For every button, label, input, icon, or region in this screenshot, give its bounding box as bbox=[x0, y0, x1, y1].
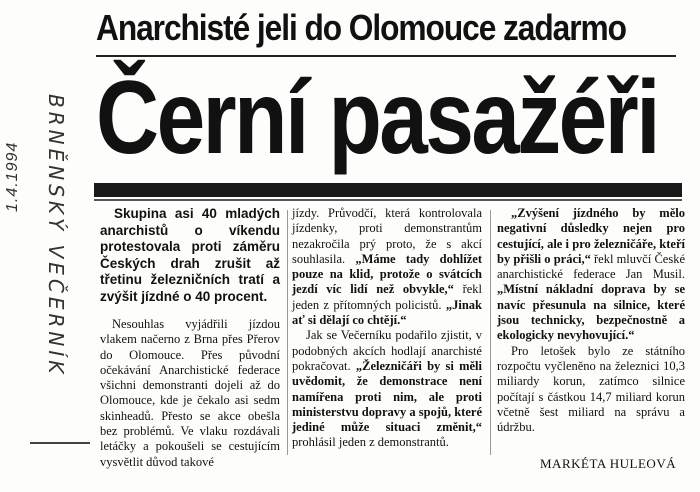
author-byline: MARKÉTA HULEOVÁ bbox=[540, 456, 677, 471]
text-run: prohlásil jeden z demonstrantů. bbox=[292, 435, 449, 450]
headline-rule bbox=[94, 183, 682, 197]
column-2-paragraph-1 bbox=[292, 206, 482, 328]
quote: „Jinak ať si dělají co chtějí.“ bbox=[292, 297, 482, 328]
column-2-paragraph-2 bbox=[292, 328, 482, 450]
text-run: řekl mluvčí České anarchistické federace Jan Musil. bbox=[497, 251, 685, 282]
column-1 bbox=[100, 206, 280, 470]
headline-rule-thin bbox=[94, 199, 682, 201]
column-1-body: Nesouhlas vyjádřili jízdou vlakem načerno z Brna přes Přerov do Olomouce. Přes původní očekávání Anarchistické federace všichni demonstranti dojeli až do Olomouce, kde je čekalo asi sedm skinheadů. Přesto se akce obešla bez problémů. Ve vlaku rozdávali letáčky a pokoušeli se cestujícím vysvětlit důvod takové bbox=[100, 317, 280, 469]
column-divider bbox=[287, 210, 288, 455]
text-run: řekl jeden z přítomných policistů. bbox=[292, 282, 482, 312]
column-3 bbox=[497, 206, 685, 435]
article-lead: Skupina asi 40 mladých anarchistů o víkendu protestovala proti záměru Českých drah zrušit až třetinu železničních tratí a zvýšit jízdné o 40 procent. bbox=[100, 206, 280, 304]
article-kicker: Anarchisté jeli do Olomouce zadarmo bbox=[96, 7, 626, 48]
column-3-paragraph-2: Pro letošek bylo ze státního rozpočtu vyčleněno na železnici 10,3 miliardy korun, zatímco silnice počítají s částkou 14,7 miliard korun včetně šest miliard na správu a údržbu. bbox=[497, 343, 685, 435]
quote: „Železničáři by si měli uvědomit, že demonstrace není namířena proti nim, ale proti ministerstvu dopravy a spojů, které jediné může situaci změnit,“ bbox=[292, 358, 482, 435]
column-3-paragraph-1 bbox=[497, 206, 685, 344]
column-divider bbox=[490, 210, 491, 455]
margin-mark bbox=[30, 442, 90, 444]
handwritten-date: 1.4.1994 bbox=[4, 141, 21, 212]
quote: „Místní nákladní doprava by se navíc přesunula na silnice, které jsou technicky, bezpečnostně a ekologicky nevyhovující.“ bbox=[497, 282, 685, 343]
quote: „Máme tady dohlížet pouze na klid, protože o svátcích jezdí víc lidí než obvykle,“ bbox=[292, 251, 483, 297]
quote: „Zvýšení jízdného by mělo negativní důsledky nejen pro cestující, ale i pro železničáře, kteří by přišli o práci,“ bbox=[497, 206, 685, 266]
handwritten-source-label: BRNĚNSKÝ VEČERNÍK bbox=[44, 94, 68, 378]
top-rule bbox=[96, 55, 676, 57]
column-2 bbox=[292, 206, 482, 451]
text-run: Jak se Večerníku podařilo zjistit, v podobných akcích hodlají anarchisté pokračovat. bbox=[292, 328, 482, 373]
article-headline: Černí pasažéři bbox=[96, 60, 658, 176]
text-run: jízdy. Průvodčí, která kontrolovala jízdenky, proti demonstrantům nezakročila prý proto, že s akcí souhlasila. bbox=[292, 206, 482, 266]
